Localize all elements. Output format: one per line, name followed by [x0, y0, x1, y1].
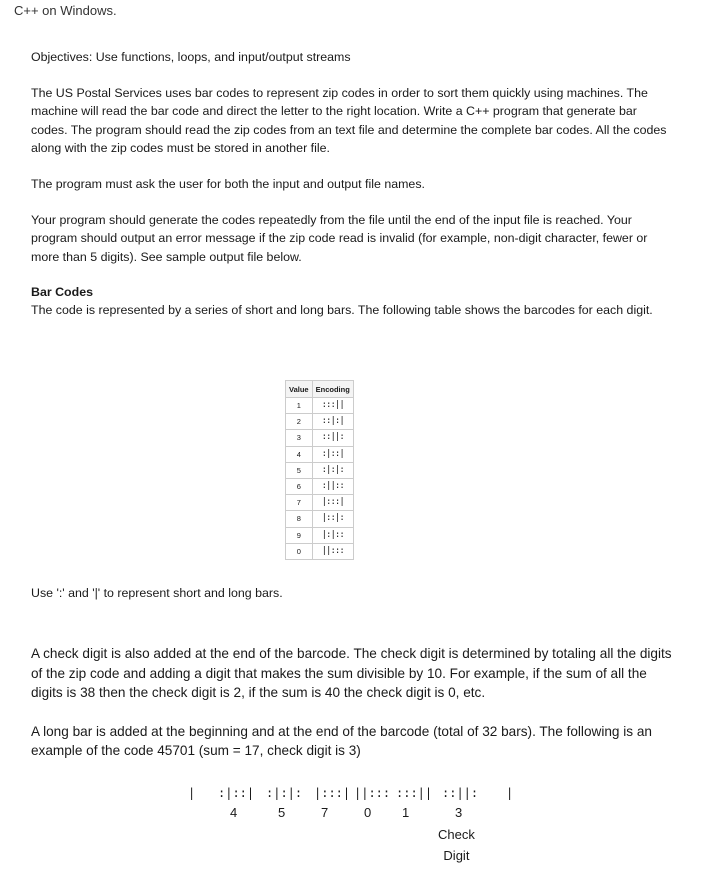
- encoding-cell: ||:::: [312, 543, 353, 559]
- barcode-group: ||:::: [354, 786, 391, 800]
- value-cell: 1: [286, 398, 313, 414]
- intro-paragraph: The US Postal Services uses bar codes to represent zip codes in order to sort them quickly using machines. The machine will read the bar code and direct the letter to the right location. Write a C++ program that generate bar codes. The program should read the zip codes from an text file and determine the complete bar codes. All the codes along with the zip codes must be stored in another file.: [31, 86, 667, 155]
- barcode-digit: 5: [278, 805, 286, 820]
- check-digit-label: [438, 824, 475, 866]
- check-digit-section: [31, 644, 681, 761]
- table-row: [286, 527, 354, 543]
- barcode-example: [180, 786, 540, 866]
- encoding-cell: :|:|:: [312, 462, 353, 478]
- use-note: Use ':' and '|' to represent short and long bars.: [31, 586, 283, 600]
- value-cell: 3: [286, 430, 313, 446]
- check-label-line1: Check: [438, 827, 475, 842]
- end-bar: |: [506, 786, 514, 800]
- encoding-cell: |:::|: [312, 495, 353, 511]
- document-body: [31, 48, 671, 319]
- encoding-table-wrap: [285, 380, 354, 560]
- file-names-paragraph: The program must ask the user for both the input and output file names.: [31, 177, 425, 192]
- table-row: [286, 414, 354, 430]
- check-digit-paragraph: A check digit is also added at the end of the barcode. The check digit is determined by totaling all the digits of the zip code and adding a digit that makes the sum divisible by 10. For example, if the sum of all the digits is 38 then the check digit is 2, if the sum is 40 the check digit is 0, etc.: [31, 646, 672, 701]
- long-bar-paragraph: A long bar is added at the beginning and at the end of the barcode (total of 32 bars). The following is an example of the code 45701 (sum = 17, check digit is 3): [31, 723, 652, 759]
- table-row: [286, 511, 354, 527]
- value-cell: 7: [286, 495, 313, 511]
- value-cell: 4: [286, 446, 313, 462]
- table-row: [286, 478, 354, 494]
- objectives-line: Objectives: Use functions, loops, and input/output streams: [31, 50, 351, 64]
- encoding-header: Encoding: [312, 381, 353, 398]
- section-title: Bar Codes: [31, 284, 93, 299]
- barcode-group: :|::|: [218, 786, 255, 800]
- encoding-cell: :|::|: [312, 446, 353, 462]
- section-text: The code is represented by a series of short and long bars. The following table shows the barcodes for each digit.: [31, 303, 653, 318]
- value-cell: 6: [286, 478, 313, 494]
- table-row: [286, 462, 354, 478]
- encoding-cell: :::||: [312, 398, 353, 414]
- value-cell: 0: [286, 543, 313, 559]
- table-row: [286, 495, 354, 511]
- repeat-paragraph: Your program should generate the codes repeatedly from the file until the end of the input file is reached. Your program should output an error message if the zip code read is invalid (for example, non-digit character, fewer or more than 5 digits). See sample output file below.: [31, 213, 648, 264]
- value-cell: 5: [286, 462, 313, 478]
- check-label-line2: Digit: [443, 848, 470, 863]
- barcode-digit: 0: [364, 805, 372, 820]
- encoding-cell: |:|::: [312, 527, 353, 543]
- start-bar: |: [188, 786, 196, 800]
- table-row: [286, 430, 354, 446]
- encoding-cell: ::|:|: [312, 414, 353, 430]
- encoding-cell: ::||:: [312, 430, 353, 446]
- barcode-group: |:::|: [314, 786, 351, 800]
- barcode-group: :|:|:: [266, 786, 303, 800]
- value-header: Value: [286, 381, 313, 398]
- encoding-table: [285, 380, 354, 560]
- encoding-cell: :||::: [312, 478, 353, 494]
- value-cell: 8: [286, 511, 313, 527]
- barcode-group: :::||: [396, 786, 433, 800]
- barcode-digit: 7: [321, 805, 329, 820]
- barcode-digit: 1: [402, 805, 410, 820]
- table-row: [286, 398, 354, 414]
- barcode-digit: 4: [230, 805, 238, 820]
- table-header-row: [286, 381, 354, 398]
- table-row: [286, 446, 354, 462]
- value-cell: 2: [286, 414, 313, 430]
- value-cell: 9: [286, 527, 313, 543]
- encoding-cell: |::|:: [312, 511, 353, 527]
- page-header: C++ on Windows.: [14, 3, 117, 18]
- barcode-group: ::||:: [442, 786, 479, 800]
- barcode-digit: 3: [455, 805, 463, 820]
- table-row: [286, 543, 354, 559]
